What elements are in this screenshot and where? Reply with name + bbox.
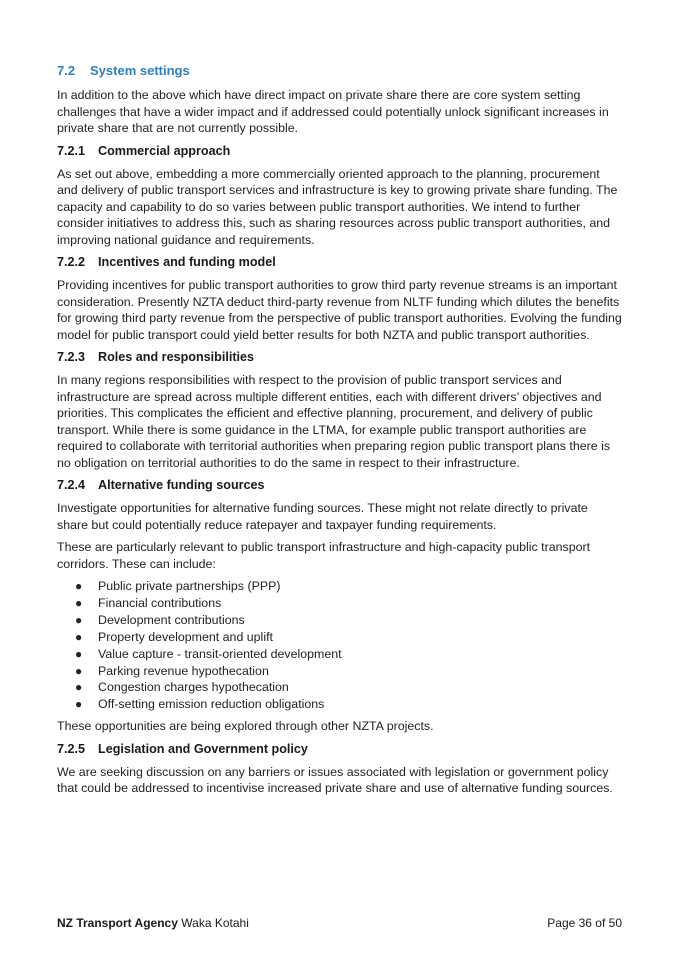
subsection-heading-commercial (57, 143, 622, 160)
list-item-text: Parking revenue hypothecation (98, 663, 269, 678)
section-heading (57, 62, 622, 80)
subsection-heading-roles (57, 349, 622, 366)
list-item-text: Development contributions (98, 612, 245, 627)
section-number: 7.2 (57, 63, 76, 78)
bullet-icon: ● (75, 629, 83, 644)
subsection-title: Legislation and Government policy (98, 741, 308, 756)
paragraph: Providing incentives for public transport authorities to grow third party revenue streams is an important consideration. Presently NZTA deduct third-party revenue from NLTF funding which dilutes the benefits for growing third party revenue from the perspective of public transport authorities. Evolving the funding model for public transport could yield better results for both NZTA and public transport authorities. (57, 278, 622, 342)
funding-sources-list (57, 578, 622, 713)
list-item-text: Property development and uplift (98, 629, 273, 644)
list-item (57, 696, 622, 713)
list-item-text: Congestion charges hypothecation (98, 680, 289, 695)
subsection-number: 7.2.1 (57, 143, 86, 158)
bullet-icon: ● (75, 680, 83, 695)
footer-organisation (57, 916, 249, 930)
section-intro: In addition to the above which have direct impact on private share there are core system setting challenges that have a wider impact and if addressed could potentially unlock significant increases in private share that are not currently possible. (57, 88, 609, 135)
bullet-icon: ● (75, 697, 83, 712)
subsection-title: Roles and responsibilities (98, 350, 255, 364)
page-content (57, 62, 622, 803)
subsection-number: 7.2.5 (57, 741, 86, 756)
list-item (57, 663, 622, 680)
paragraph: We are seeking discussion on any barriers or issues associated with legislation or government policy that could be addressed to incentivise increased private share and use of alternative funding sources. (57, 764, 613, 796)
subsection-heading-legislation (57, 741, 622, 758)
list-item (57, 646, 622, 663)
bullet-icon: ● (75, 646, 83, 661)
paragraph: In many regions responsibilities with respect to the provision of public transport services and infrastructure are spread across multiple different entities, each with different drivers’ objectives and priorities. This complicates the efficient and effective planning, procurement, and delivery of public transport. While there is some guidance in the LTMA, for example public transport authorities are required to collaborate with territorial authorities when preparing region public transport plans there is no obligation on territorial authorities to do the same in respect to their infrastructure. (57, 373, 611, 470)
subsection-heading-incentives (57, 254, 622, 271)
subsection-number: 7.2.2 (57, 255, 86, 269)
list-item (57, 679, 622, 696)
list-item-text: Public private partnerships (PPP) (98, 579, 281, 593)
subsection-number: 7.2.4 (57, 478, 86, 492)
list-item (57, 595, 622, 612)
footer-org-rest: Waka Kotahi (181, 916, 249, 930)
paragraph: These opportunities are being explored through other NZTA projects. (57, 719, 434, 734)
bullet-icon: ● (75, 663, 83, 678)
bullet-icon: ● (75, 579, 83, 593)
section-title: System settings (90, 63, 190, 78)
bullet-icon: ● (75, 595, 83, 610)
subsection-title: Commercial approach (98, 143, 231, 158)
subsection-title: Incentives and funding model (98, 255, 276, 269)
list-item (57, 612, 622, 629)
list-item-text: Value capture - transit-oriented development (98, 646, 342, 661)
footer-org-bold: NZ Transport Agency (57, 916, 178, 930)
subsection-heading-alternative-funding (57, 477, 622, 494)
paragraph: As set out above, embedding a more commercially oriented approach to the planning, procurement and delivery of public transport services and infrastructure is key to growing private share funding. The capacity and capability to do so varies between public transport authorities. We intend to further consider initiatives to address this, such as sharing resources across public transport authorities, and improving national guidance and requirements. (57, 166, 618, 247)
list-item-text: Financial contributions (98, 595, 222, 610)
paragraph: These are particularly relevant to public transport infrastructure and high-capacity public transport corridors. These can include: (57, 540, 591, 571)
list-item (57, 578, 622, 595)
bullet-icon: ● (75, 612, 83, 627)
subsection-number: 7.2.3 (57, 350, 86, 364)
page-number: Page 36 of 50 (547, 916, 622, 930)
page-footer (57, 916, 622, 930)
paragraph: Investigate opportunities for alternative funding sources. These might not relate directly to private share but could potentially reduce ratepayer and taxpayer funding requirements. (57, 501, 588, 532)
list-item (57, 629, 622, 646)
list-item-text: Off-setting emission reduction obligations (98, 697, 325, 712)
subsection-title: Alternative funding sources (98, 478, 265, 492)
